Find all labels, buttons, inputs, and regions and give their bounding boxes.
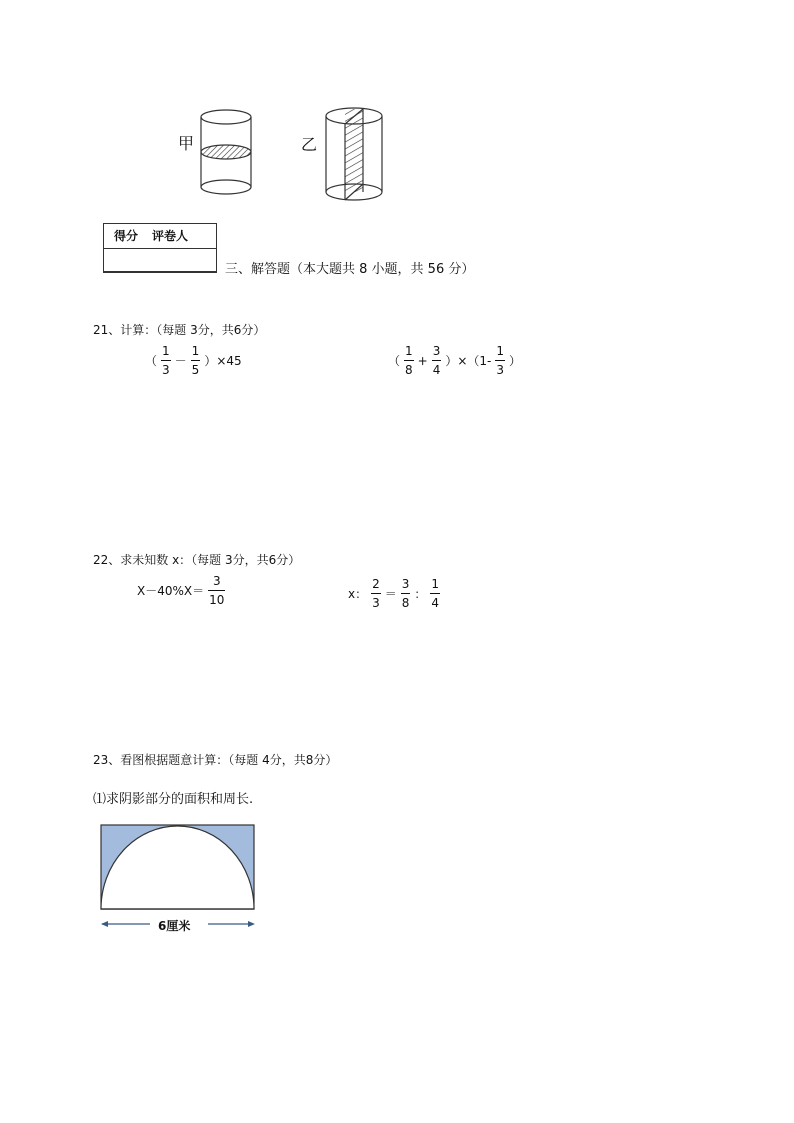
minus-sign: －: [174, 354, 187, 368]
q22-title: 22、求未知数 x：（每题 3分，共6分）: [93, 553, 301, 567]
cylinder-b-label: 乙: [301, 135, 318, 154]
fraction: $\frac{1}{8}$: [405, 344, 413, 377]
plus-sign: +: [417, 353, 428, 368]
equals-sign: ＝: [384, 587, 397, 601]
fraction: $\frac{3}{8}$: [401, 577, 410, 610]
q22-equation-2: [346, 577, 442, 610]
fraction: $\frac{1}{4}$: [431, 577, 440, 610]
q21-expression-2: [386, 344, 523, 377]
ratio-colon: ：: [414, 587, 427, 601]
q21-title: 21、计算：（每题 3分，共6分）: [93, 323, 266, 337]
grader-label: 评卷人: [152, 229, 189, 243]
score-box: [103, 223, 217, 273]
expression-tail: ）: [509, 354, 522, 368]
fraction: $\frac{3}{10}$: [209, 574, 225, 607]
q22-equation-1: [135, 574, 227, 607]
fraction: $\frac{3}{4}$: [432, 344, 441, 377]
equation-lhs: x：: [348, 587, 368, 601]
q23-subquestion-1: ⑴求阴影部分的面积和周长.: [93, 792, 254, 807]
section-title: 三、解答题（本大题共 8 小题，共 56 分）: [225, 262, 475, 277]
fraction: $\frac{2}{3}$: [372, 577, 380, 610]
fraction: $\frac{1}{3}$: [162, 344, 170, 377]
cylinder-a-label: 甲: [178, 134, 195, 153]
paren-open: （: [145, 354, 158, 368]
cylinder-b-figure: [323, 106, 385, 206]
equation-lhs: X－40%X＝: [137, 584, 205, 598]
expression-tail: ）×45: [204, 354, 242, 368]
paren-open: （: [388, 354, 401, 368]
fraction: $\frac{1}{3}$: [496, 344, 505, 377]
cylinder-a-figure: [198, 108, 254, 198]
expression-middle: ）×（1-: [445, 354, 492, 368]
q21-expression-1: [143, 344, 244, 377]
fraction: $\frac{1}{5}$: [191, 344, 200, 377]
dimension-label: 6厘米: [158, 919, 191, 933]
score-label: 得分: [114, 229, 139, 243]
q23-title: 23、看图根据题意计算：（每题 4分，共8分）: [93, 753, 338, 767]
